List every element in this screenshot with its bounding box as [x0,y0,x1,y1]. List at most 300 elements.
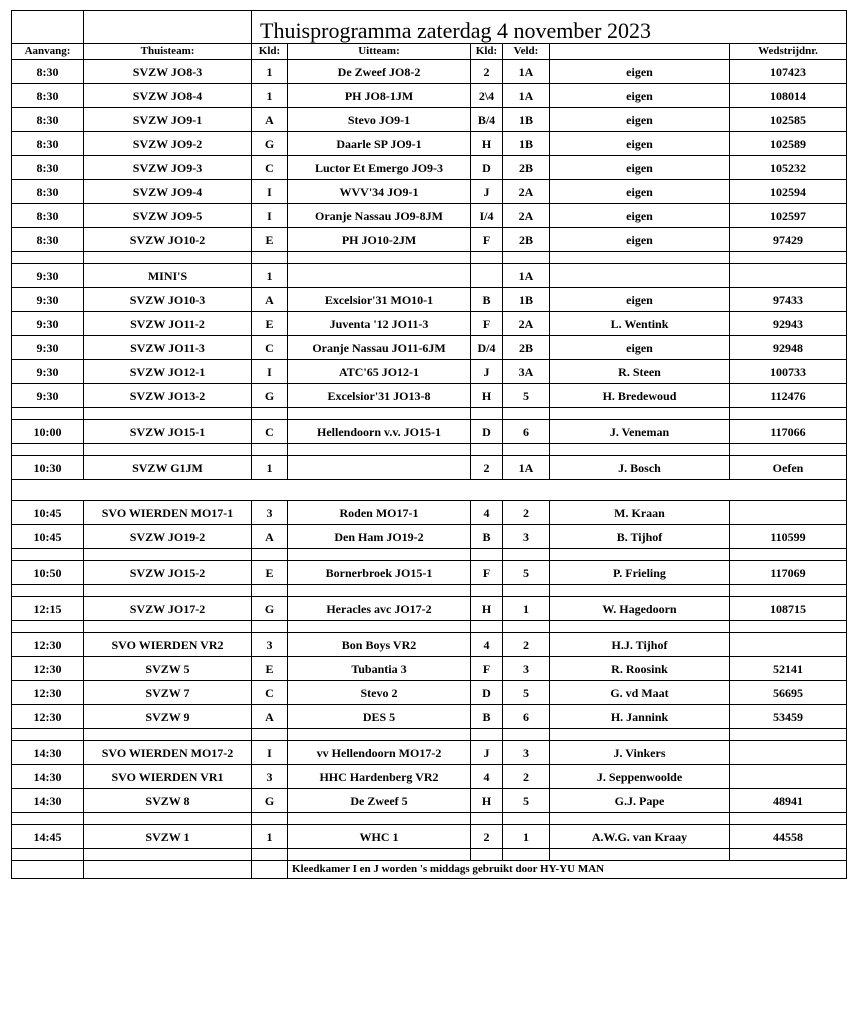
empty-cell [84,408,252,420]
empty-cell [503,729,550,741]
field-cell: 1B [503,108,550,132]
header-wedstrijdnr: Wedstrijdnr. [730,44,847,60]
field-cell: 6 [503,420,550,444]
away-dressing-room-cell: 2 [471,825,503,849]
start-time-cell: 12:30 [12,633,84,657]
away-team-cell: Stevo JO9-1 [288,108,471,132]
empty-cell [730,408,847,420]
home-dressing-room-cell: C [252,336,288,360]
away-dressing-room-cell: B/4 [471,108,503,132]
home-dressing-room-cell: 3 [252,501,288,525]
field-cell: 1 [503,597,550,621]
away-team-cell: WVV'34 JO9-1 [288,180,471,204]
home-team-cell: SVZW JO9-5 [84,204,252,228]
away-dressing-room-cell: J [471,360,503,384]
empty-cell [730,585,847,597]
home-dressing-room-cell: 1 [252,264,288,288]
referee-cell: G. vd Maat [550,681,730,705]
away-team-cell: Den Ham JO19-2 [288,525,471,549]
match-row [12,561,847,585]
away-dressing-room-cell: 4 [471,633,503,657]
match-number-cell: 92943 [730,312,847,336]
header-veld: Veld: [503,44,550,60]
match-number-cell: 100733 [730,360,847,384]
away-dressing-room-cell: 4 [471,501,503,525]
match-row [12,789,847,813]
empty-cell [550,849,730,861]
empty-cell [471,252,503,264]
empty-cell [288,621,471,633]
referee-cell: eigen [550,288,730,312]
empty-cell [12,408,84,420]
empty-cell [12,480,84,501]
home-team-cell: SVZW JO9-2 [84,132,252,156]
empty-cell [84,549,252,561]
start-time-cell: 8:30 [12,108,84,132]
referee-cell: eigen [550,132,730,156]
field-cell: 3 [503,657,550,681]
match-number-cell: 48941 [730,789,847,813]
match-number-cell: 108715 [730,597,847,621]
empty-cell [550,480,730,501]
empty-cell [503,549,550,561]
away-dressing-room-cell: J [471,180,503,204]
home-dressing-room-cell: G [252,132,288,156]
empty-cell [12,813,84,825]
away-dressing-room-cell: H [471,597,503,621]
referee-cell: J. Veneman [550,420,730,444]
referee-cell: R. Steen [550,360,730,384]
referee-cell: eigen [550,108,730,132]
header-kld-away: Kld: [471,44,503,60]
empty-cell [288,549,471,561]
referee-cell: H.J. Tijhof [550,633,730,657]
header-aanvang: Aanvang: [12,44,84,60]
away-team-cell: Bon Boys VR2 [288,633,471,657]
spacer-row [12,585,847,597]
home-team-cell: SVZW JO17-2 [84,597,252,621]
home-dressing-room-cell: G [252,789,288,813]
home-team-cell: SVZW JO9-1 [84,108,252,132]
field-cell: 2B [503,156,550,180]
match-row [12,108,847,132]
home-team-cell: SVZW JO8-4 [84,84,252,108]
away-team-cell: Excelsior'31 MO10-1 [288,288,471,312]
match-number-cell: 53459 [730,705,847,729]
match-row [12,156,847,180]
field-cell: 2 [503,633,550,657]
away-dressing-room-cell: B [471,705,503,729]
empty-cell [84,861,252,879]
match-row [12,705,847,729]
match-row [12,501,847,525]
referee-cell: M. Kraan [550,501,730,525]
match-row [12,420,847,444]
empty-cell [730,549,847,561]
title-blank-cell [84,11,252,44]
empty-cell [550,585,730,597]
home-dressing-room-cell: I [252,180,288,204]
match-row [12,741,847,765]
match-number-cell: 107423 [730,60,847,84]
start-time-cell: 8:30 [12,60,84,84]
match-row [12,525,847,549]
referee-cell [550,264,730,288]
field-cell: 5 [503,384,550,408]
footer-note: Kleedkamer I en J worden 's middags gebruikt door HY-YU MAN [288,861,847,879]
title-blank-cell [12,11,84,44]
match-number-cell: 102585 [730,108,847,132]
match-number-cell [730,501,847,525]
home-team-cell: SVZW JO12-1 [84,360,252,384]
away-team-cell [288,456,471,480]
away-dressing-room-cell: B [471,525,503,549]
home-dressing-room-cell: 3 [252,765,288,789]
home-team-cell: SVZW JO10-2 [84,228,252,252]
home-dressing-room-cell: 3 [252,633,288,657]
start-time-cell: 8:30 [12,180,84,204]
start-time-cell: 8:30 [12,204,84,228]
spacer-row [12,408,847,420]
field-cell: 1A [503,456,550,480]
home-team-cell: SVO WIERDEN VR1 [84,765,252,789]
home-dressing-room-cell: 1 [252,825,288,849]
empty-cell [252,408,288,420]
home-dressing-room-cell: 1 [252,456,288,480]
start-time-cell: 9:30 [12,384,84,408]
empty-cell [252,849,288,861]
empty-cell [471,549,503,561]
home-dressing-room-cell: C [252,156,288,180]
field-cell: 2 [503,765,550,789]
empty-cell [12,444,84,456]
empty-cell [12,549,84,561]
referee-cell: eigen [550,156,730,180]
spacer-row [12,621,847,633]
match-number-cell: 92948 [730,336,847,360]
empty-cell [288,585,471,597]
match-number-cell: 97429 [730,228,847,252]
away-dressing-room-cell: H [471,789,503,813]
match-row [12,765,847,789]
empty-cell [503,480,550,501]
empty-cell [288,480,471,501]
empty-cell [12,585,84,597]
referee-cell: P. Frieling [550,561,730,585]
empty-cell [288,252,471,264]
field-cell: 2B [503,228,550,252]
away-dressing-room-cell: F [471,657,503,681]
start-time-cell: 8:30 [12,84,84,108]
match-number-cell [730,765,847,789]
empty-cell [252,252,288,264]
away-dressing-room-cell [471,264,503,288]
home-team-cell: SVZW JO8-3 [84,60,252,84]
empty-cell [730,621,847,633]
empty-cell [730,444,847,456]
empty-cell [12,252,84,264]
home-team-cell: SVO WIERDEN VR2 [84,633,252,657]
empty-cell [471,585,503,597]
home-dressing-room-cell: A [252,525,288,549]
start-time-cell: 14:45 [12,825,84,849]
empty-cell [252,729,288,741]
home-team-cell: SVZW JO15-2 [84,561,252,585]
away-team-cell: Juventa '12 JO11-3 [288,312,471,336]
empty-cell [84,813,252,825]
away-dressing-room-cell: D/4 [471,336,503,360]
home-dressing-room-cell: I [252,741,288,765]
away-dressing-room-cell: B [471,288,503,312]
home-dressing-room-cell: E [252,312,288,336]
away-team-cell: Bornerbroek JO15-1 [288,561,471,585]
match-number-cell: 117069 [730,561,847,585]
empty-cell [730,813,847,825]
empty-cell [84,252,252,264]
away-team-cell: DES 5 [288,705,471,729]
match-row [12,180,847,204]
empty-cell [252,444,288,456]
referee-cell: eigen [550,84,730,108]
home-team-cell: SVZW 9 [84,705,252,729]
home-team-cell: SVZW JO19-2 [84,525,252,549]
start-time-cell: 14:30 [12,741,84,765]
empty-cell [730,729,847,741]
home-dressing-room-cell: C [252,681,288,705]
away-dressing-room-cell: 2 [471,456,503,480]
empty-cell [471,849,503,861]
away-team-cell: ATC'65 JO12-1 [288,360,471,384]
empty-cell [503,444,550,456]
empty-cell [12,861,84,879]
header-referee [550,44,730,60]
empty-cell [252,621,288,633]
empty-cell [471,729,503,741]
home-dressing-room-cell: I [252,204,288,228]
match-row [12,681,847,705]
start-time-cell: 10:45 [12,501,84,525]
empty-cell [503,621,550,633]
away-team-cell: PH JO10-2JM [288,228,471,252]
spacer-row [12,729,847,741]
header-uitteam: Uitteam: [288,44,471,60]
field-cell: 5 [503,561,550,585]
away-dressing-room-cell: F [471,312,503,336]
home-dressing-room-cell: A [252,705,288,729]
home-team-cell: SVZW G1JM [84,456,252,480]
match-row [12,288,847,312]
match-row [12,384,847,408]
match-number-cell: 102594 [730,180,847,204]
empty-cell [550,444,730,456]
match-row [12,597,847,621]
match-row [12,360,847,384]
start-time-cell: 14:30 [12,789,84,813]
empty-cell [730,849,847,861]
away-team-cell: HHC Hardenberg VR2 [288,765,471,789]
header-thuisteam: Thuisteam: [84,44,252,60]
away-team-cell [288,264,471,288]
spacer-row [12,549,847,561]
start-time-cell: 8:30 [12,132,84,156]
match-number-cell: Oefen [730,456,847,480]
away-dressing-room-cell: I/4 [471,204,503,228]
home-team-cell: SVZW 5 [84,657,252,681]
away-dressing-room-cell: F [471,561,503,585]
away-team-cell: Oranje Nassau JO9-8JM [288,204,471,228]
away-dressing-room-cell: D [471,156,503,180]
home-team-cell: SVZW JO13-2 [84,384,252,408]
referee-cell: J. Seppenwoolde [550,765,730,789]
start-time-cell: 12:30 [12,681,84,705]
match-number-cell [730,264,847,288]
away-dressing-room-cell: D [471,681,503,705]
away-team-cell: De Zweef JO8-2 [288,60,471,84]
home-team-cell: SVZW JO9-3 [84,156,252,180]
home-dressing-room-cell: E [252,657,288,681]
home-dressing-room-cell: C [252,420,288,444]
field-cell: 1A [503,84,550,108]
footer-row [12,861,847,879]
field-cell: 3 [503,525,550,549]
referee-cell: L. Wentink [550,312,730,336]
match-row [12,657,847,681]
empty-cell [471,813,503,825]
start-time-cell: 12:30 [12,705,84,729]
empty-cell [730,252,847,264]
empty-cell [288,813,471,825]
empty-cell [550,621,730,633]
home-dressing-room-cell: 1 [252,84,288,108]
away-dressing-room-cell: H [471,384,503,408]
field-cell: 1A [503,264,550,288]
field-cell: 2B [503,336,550,360]
spacer-row [12,813,847,825]
empty-cell [84,585,252,597]
away-team-cell: vv Hellendoorn MO17-2 [288,741,471,765]
empty-cell [12,849,84,861]
home-team-cell: SVZW 8 [84,789,252,813]
home-dressing-room-cell: A [252,288,288,312]
away-team-cell: Oranje Nassau JO11-6JM [288,336,471,360]
empty-cell [12,729,84,741]
away-dressing-room-cell: 2 [471,60,503,84]
referee-cell: A.W.G. van Kraay [550,825,730,849]
empty-cell [252,861,288,879]
field-cell: 3 [503,741,550,765]
match-number-cell: 56695 [730,681,847,705]
home-dressing-room-cell: E [252,228,288,252]
match-row [12,336,847,360]
match-row [12,825,847,849]
away-team-cell: PH JO8-1JM [288,84,471,108]
section-gap-row [12,480,847,501]
match-number-cell: 117066 [730,420,847,444]
start-time-cell: 9:30 [12,288,84,312]
empty-cell [503,252,550,264]
empty-cell [503,813,550,825]
referee-cell: R. Roosink [550,657,730,681]
field-cell: 1B [503,288,550,312]
field-cell: 1B [503,132,550,156]
start-time-cell: 10:50 [12,561,84,585]
home-team-cell: SVZW 7 [84,681,252,705]
field-cell: 1 [503,825,550,849]
start-time-cell: 9:30 [12,360,84,384]
away-team-cell: De Zweef 5 [288,789,471,813]
away-dressing-room-cell: H [471,132,503,156]
referee-cell: H. Bredewoud [550,384,730,408]
match-row [12,312,847,336]
referee-cell: J. Bosch [550,456,730,480]
empty-cell [12,621,84,633]
spacer-row [12,444,847,456]
start-time-cell: 9:30 [12,312,84,336]
home-team-cell: SVO WIERDEN MO17-1 [84,501,252,525]
away-team-cell: Tubantia 3 [288,657,471,681]
header-kld-home: Kld: [252,44,288,60]
match-row [12,633,847,657]
empty-cell [252,549,288,561]
match-row [12,60,847,84]
match-number-cell [730,741,847,765]
empty-cell [288,849,471,861]
match-row [12,84,847,108]
home-team-cell: SVZW JO11-3 [84,336,252,360]
referee-cell: B. Tijhof [550,525,730,549]
referee-cell: eigen [550,228,730,252]
start-time-cell: 12:15 [12,597,84,621]
away-team-cell: WHC 1 [288,825,471,849]
start-time-cell: 9:30 [12,336,84,360]
empty-cell [288,729,471,741]
referee-cell: eigen [550,204,730,228]
empty-cell [550,252,730,264]
match-number-cell: 108014 [730,84,847,108]
away-dressing-room-cell: F [471,228,503,252]
home-team-cell: MINI'S [84,264,252,288]
empty-cell [471,621,503,633]
empty-cell [252,585,288,597]
away-team-cell: Heracles avc JO17-2 [288,597,471,621]
empty-cell [252,480,288,501]
home-program-table [11,10,847,879]
referee-cell: J. Vinkers [550,741,730,765]
away-dressing-room-cell: 2\4 [471,84,503,108]
empty-cell [84,444,252,456]
empty-cell [288,408,471,420]
empty-cell [550,408,730,420]
field-cell: 1A [503,60,550,84]
home-team-cell: SVO WIERDEN MO17-2 [84,741,252,765]
referee-cell: G.J. Pape [550,789,730,813]
match-number-cell: 102597 [730,204,847,228]
referee-cell: eigen [550,60,730,84]
empty-cell [503,585,550,597]
home-team-cell: SVZW JO9-4 [84,180,252,204]
field-cell: 6 [503,705,550,729]
start-time-cell: 8:30 [12,156,84,180]
field-cell: 5 [503,681,550,705]
start-time-cell: 9:30 [12,264,84,288]
field-cell: 2A [503,312,550,336]
empty-cell [84,621,252,633]
match-row [12,132,847,156]
field-cell: 2 [503,501,550,525]
empty-cell [730,480,847,501]
away-dressing-room-cell: J [471,741,503,765]
match-number-cell: 52141 [730,657,847,681]
